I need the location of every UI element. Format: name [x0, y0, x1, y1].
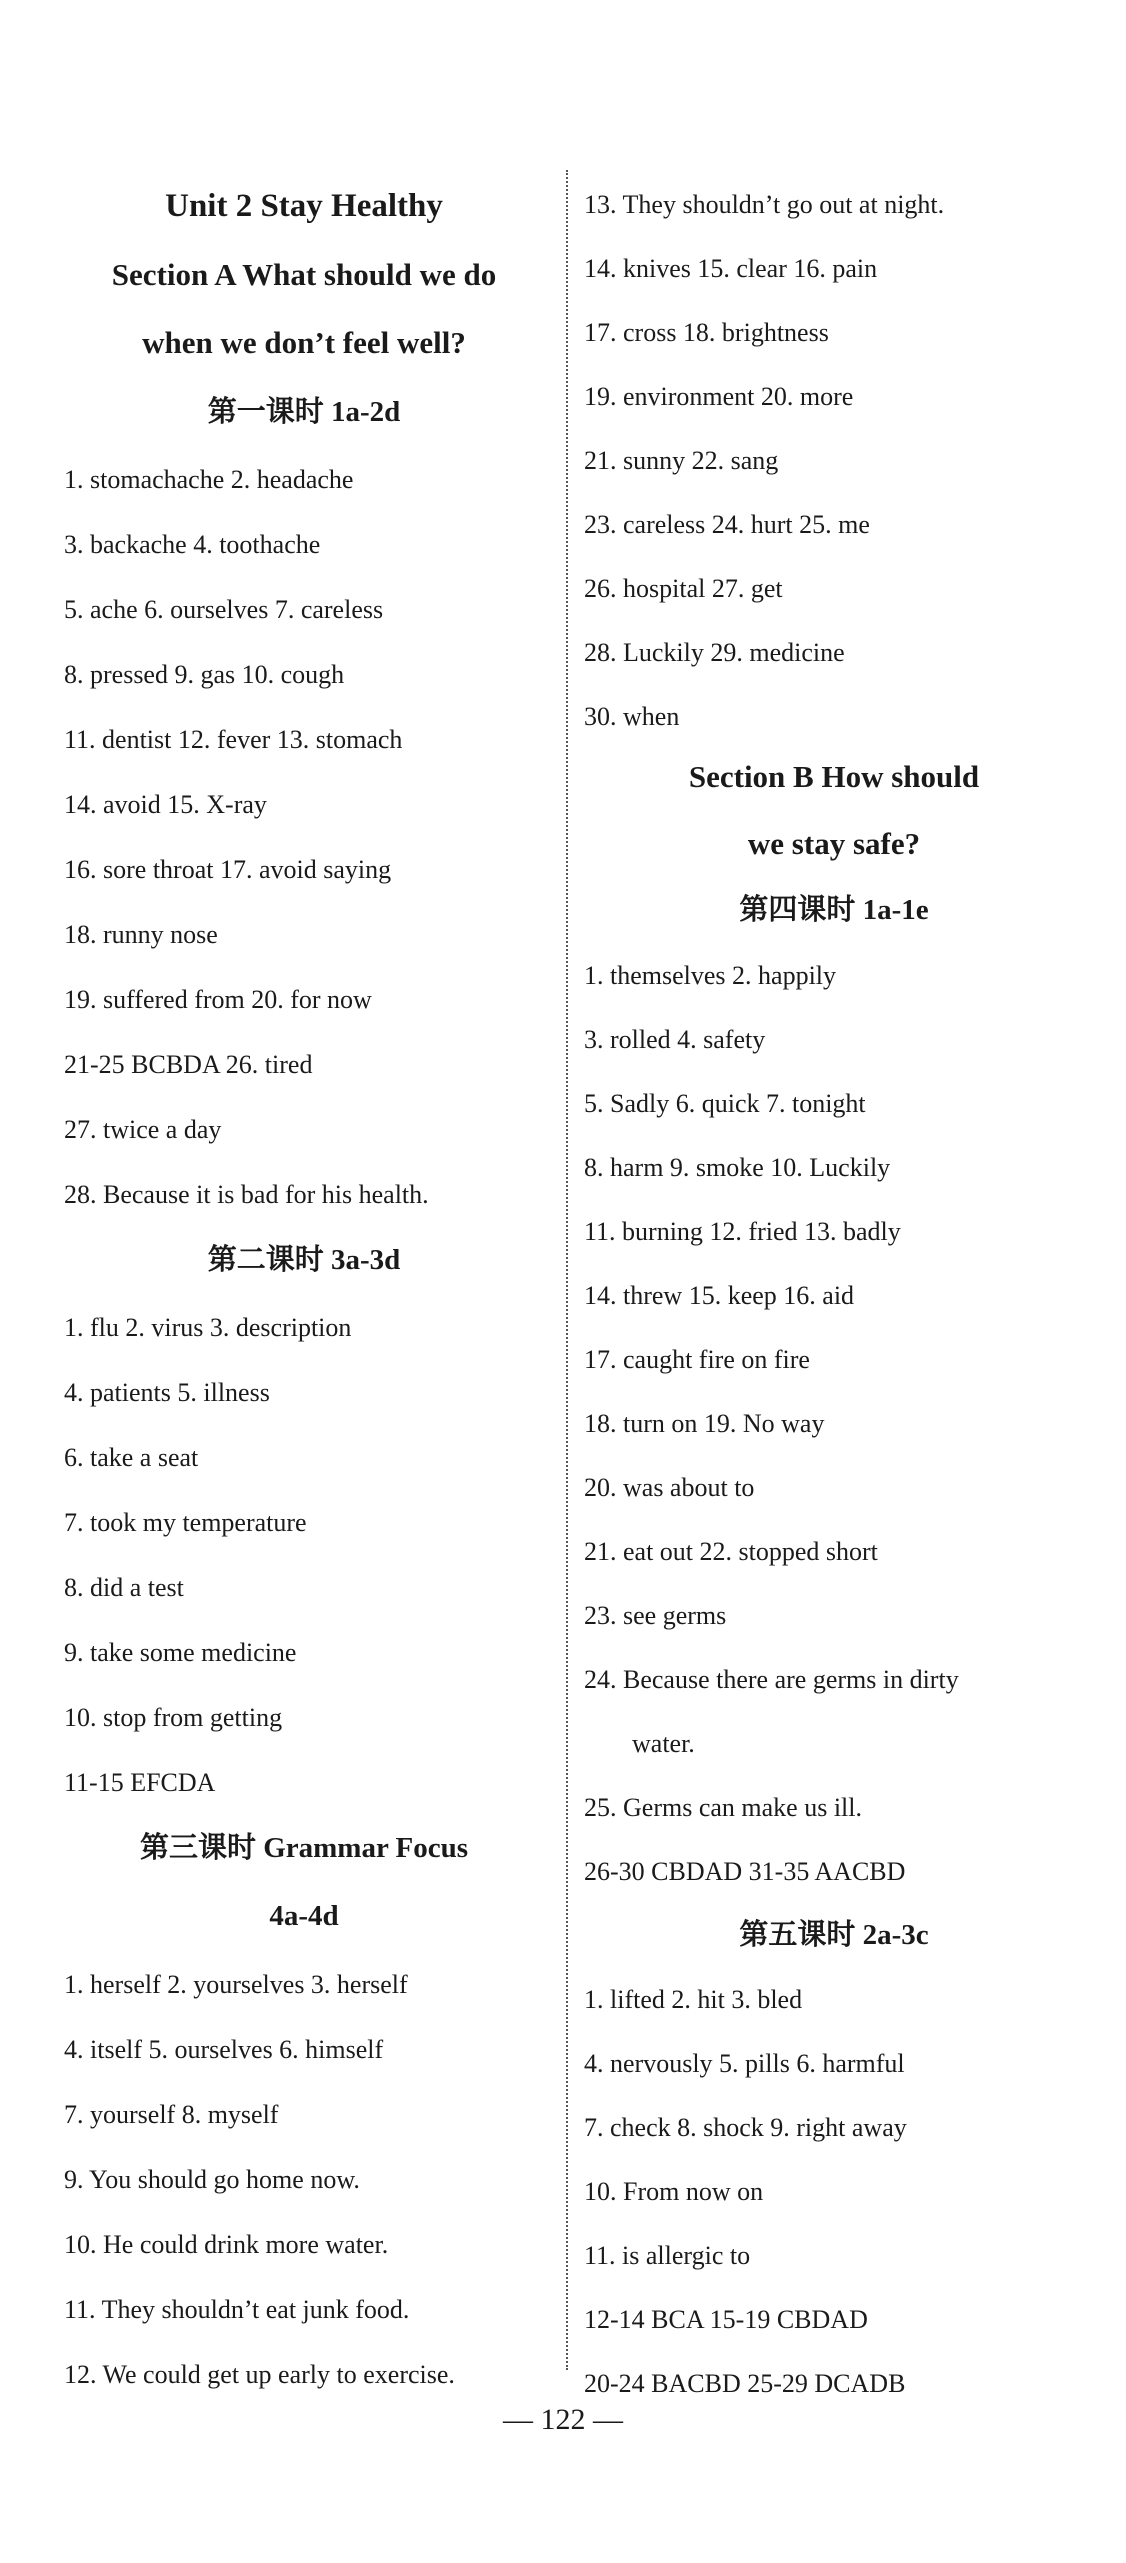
answer-line: 4. nervously 5. pills 6. harmful [584, 2049, 905, 2078]
section-b-title-line1: Section B How should [688, 759, 980, 794]
answer-line: 1. lifted 2. hit 3. bled [584, 1985, 803, 2014]
answer-line: 24. Because there are germs in dirty [584, 1665, 959, 1694]
answer-line: 25. Germs can make us ill. [584, 1793, 862, 1822]
lesson5-title: 第五课时 2a-3c [739, 1919, 929, 1951]
answer-line: 1. herself 2. yourselves 3. herself [64, 1970, 408, 1999]
section-a-title-line1: Section A What should we do [111, 257, 497, 292]
answer-line: 7. yourself 8. myself [64, 2100, 279, 2129]
answer-line: 11. dentist 12. fever 13. stomach [64, 725, 403, 754]
answer-line: 1. flu 2. virus 3. description [64, 1313, 352, 1342]
answer-line: 3. rolled 4. safety [584, 1025, 766, 1054]
answer-line: 8. pressed 9. gas 10. cough [64, 660, 345, 689]
answer-line: 14. avoid 15. X-ray [64, 790, 267, 819]
answer-line: 30. when [584, 702, 680, 731]
answer-line: 28. Because it is bad for his health. [64, 1180, 429, 1209]
answer-line: 19. environment 20. more [584, 382, 854, 411]
answer-line: 17. cross 18. brightness [584, 318, 829, 347]
answer-line: 1. themselves 2. happily [584, 961, 837, 990]
answer-line: 9. You should go home now. [64, 2165, 360, 2194]
answer-line: 21. sunny 22. sang [584, 446, 779, 475]
answer-line: 5. Sadly 6. quick 7. tonight [584, 1089, 866, 1118]
answer-line: 19. suffered from 20. for now [64, 985, 372, 1014]
answer-line: 7. took my temperature [64, 1508, 307, 1537]
answer-line: 11. burning 12. fried 13. badly [584, 1217, 901, 1246]
answer-line: 7. check 8. shock 9. right away [584, 2113, 907, 2142]
lesson1-title: 第一课时 1a-2d [207, 396, 401, 428]
column-divider [566, 170, 568, 2370]
answer-line: 17. caught fire on fire [584, 1345, 810, 1374]
answer-line: 18. turn on 19. No way [584, 1409, 825, 1438]
answer-line: 8. did a test [64, 1573, 184, 1602]
page-number: — 122 — [503, 2403, 623, 2436]
answer-line: 12. We could get up early to exercise. [64, 2360, 455, 2389]
answer-line: 4. itself 5. ourselves 6. himself [64, 2035, 384, 2064]
answer-line: 16. sore throat 17. avoid saying [64, 855, 392, 884]
answer-line: 10. He could drink more water. [64, 2230, 389, 2259]
answer-line: 9. take some medicine [64, 1638, 297, 1667]
answer-line: 21-25 BCBDA 26. tired [64, 1050, 313, 1079]
answer-line: 6. take a seat [64, 1443, 199, 1472]
answer-line: 3. backache 4. toothache [64, 530, 321, 559]
answer-line: 14. threw 15. keep 16. aid [584, 1281, 855, 1310]
answer-line: 5. ache 6. ourselves 7. careless [64, 595, 384, 624]
answer-line: 21. eat out 22. stopped short [584, 1537, 878, 1566]
answer-line: 1. stomachache 2. headache [64, 465, 354, 494]
answer-line: 26-30 CBDAD 31-35 AACBD [584, 1857, 906, 1886]
answer-line: 11-15 EFCDA [64, 1768, 216, 1797]
answer-line: 8. harm 9. smoke 10. Luckily [584, 1153, 891, 1182]
lesson4-title: 第四课时 1a-1e [739, 894, 929, 926]
section-b-title-line2: we stay safe? [747, 826, 921, 861]
answer-line: 14. knives 15. clear 16. pain [584, 254, 878, 283]
answer-line: 20. was about to [584, 1473, 755, 1502]
answer-line: 26. hospital 27. get [584, 574, 783, 603]
answer-line: 18. runny nose [64, 920, 218, 949]
answer-line: 4. patients 5. illness [64, 1378, 270, 1407]
answer-line-continued: water. [632, 1729, 695, 1758]
answer-line: 23. careless 24. hurt 25. me [584, 510, 870, 539]
answer-line: 20-24 BACBD 25-29 DCADB [584, 2369, 906, 2398]
answer-line: 10. From now on [584, 2177, 764, 2206]
answer-line: 23. see germs [584, 1601, 727, 1630]
answer-line: 12-14 BCA 15-19 CBDAD [584, 2305, 868, 2334]
answer-line: 28. Luckily 29. medicine [584, 638, 845, 667]
lesson3-title-line1: 第三课时 Grammar Focus [139, 1832, 469, 1864]
unit-title: Unit 2 Stay Healthy [165, 188, 443, 224]
section-a-title-line2: when we don’t feel well? [142, 325, 466, 360]
lesson3-title-line2: 4a-4d [269, 1900, 339, 1932]
answer-line: 11. is allergic to [584, 2241, 751, 2270]
answer-line: 11. They shouldn’t eat junk food. [64, 2295, 410, 2324]
lesson2-title: 第二课时 3a-3d [207, 1244, 401, 1276]
answer-line: 13. They shouldn’t go out at night. [584, 190, 945, 219]
answer-line: 10. stop from getting [64, 1703, 283, 1732]
answer-line: 27. twice a day [64, 1115, 222, 1144]
